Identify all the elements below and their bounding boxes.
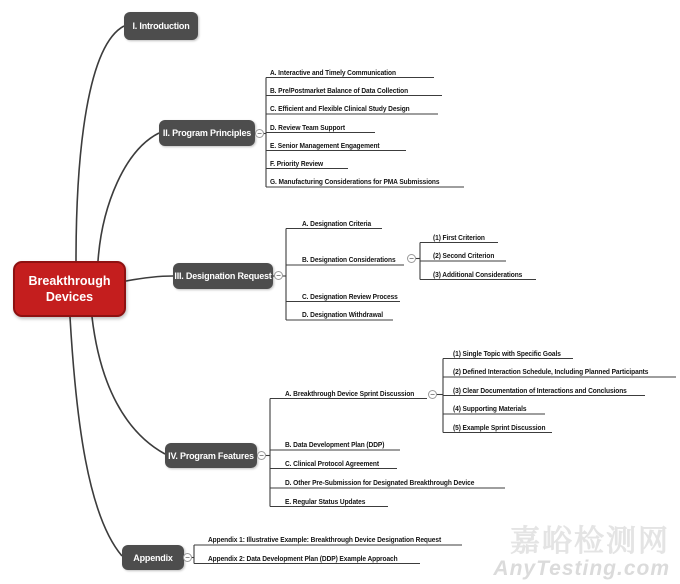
topic-appendix-1[interactable]: Appendix 1: Illustrative Example: Breakthrough Device Designation Request bbox=[208, 535, 442, 544]
branch-appendix[interactable]: Appendix bbox=[122, 545, 184, 570]
topic-manufacturing-pma[interactable]: G. Manufacturing Considerations for PMA Submissions bbox=[270, 177, 440, 186]
topic-edges bbox=[184, 78, 676, 564]
watermark-site-text: AnyTesting.com bbox=[493, 557, 670, 580]
edge-root-program-features bbox=[92, 317, 165, 454]
topic-clinical-study-design[interactable]: C. Efficient and Flexible Clinical Study Design bbox=[270, 104, 410, 113]
branch-program-features[interactable]: IV. Program Features bbox=[165, 443, 257, 468]
topic-designation-criteria[interactable]: A. Designation Criteria bbox=[302, 219, 372, 228]
topic-single-topic-goals[interactable]: (1) Single Topic with Specific Goals bbox=[453, 349, 561, 358]
topic-supporting-materials[interactable]: (4) Supporting Materials bbox=[453, 404, 527, 413]
topic-review-team-support[interactable]: D. Review Team Support bbox=[270, 123, 345, 132]
watermark-chinese-text: 嘉峪检测网 bbox=[510, 525, 670, 558]
branch-designation-request[interactable]: III. Designation Request bbox=[173, 263, 273, 289]
topic-designation-review-process[interactable]: C. Designation Review Process bbox=[302, 292, 398, 301]
root-topic-breakthrough-devices[interactable]: Breakthrough Devices bbox=[13, 261, 126, 317]
topic-interactive-communication[interactable]: A. Interactive and Timely Communication bbox=[270, 68, 396, 77]
collapse-icon[interactable]: − bbox=[257, 451, 266, 460]
topic-interaction-schedule[interactable]: (2) Defined Interaction Schedule, Including Planned Participants bbox=[453, 367, 649, 376]
topic-other-pre-submission[interactable]: D. Other Pre-Submission for Designated Breakthrough Device bbox=[285, 478, 475, 487]
collapse-icon[interactable]: − bbox=[407, 254, 416, 263]
topic-second-criterion[interactable]: (2) Second Criterion bbox=[433, 251, 495, 260]
edge-root-introduction bbox=[76, 26, 124, 261]
edge-root-designation-request bbox=[126, 276, 173, 281]
topic-sprint-discussion[interactable]: A. Breakthrough Device Sprint Discussion bbox=[285, 389, 415, 398]
topic-additional-considerations[interactable]: (3) Additional Considerations bbox=[433, 270, 523, 279]
topic-appendix-2[interactable]: Appendix 2: Data Development Plan (DDP) Example Approach bbox=[208, 554, 398, 563]
collapse-icon[interactable]: − bbox=[183, 553, 192, 562]
topic-regular-status-updates[interactable]: E. Regular Status Updates bbox=[285, 497, 366, 506]
topic-pre-postmarket-balance[interactable]: B. Pre/Postmarket Balance of Data Collection bbox=[270, 86, 409, 95]
collapse-icon[interactable]: − bbox=[255, 129, 264, 138]
topic-data-development-plan[interactable]: B. Data Development Plan (DDP) bbox=[285, 440, 385, 449]
topic-designation-withdrawal[interactable]: D. Designation Withdrawal bbox=[302, 310, 383, 319]
topic-priority-review[interactable]: F. Priority Review bbox=[270, 159, 324, 168]
topic-first-criterion[interactable]: (1) First Criterion bbox=[433, 233, 485, 242]
edge-root-program-principles bbox=[98, 133, 159, 261]
branch-introduction[interactable]: I. Introduction bbox=[124, 12, 198, 40]
topic-example-sprint-discussion[interactable]: (5) Example Sprint Discussion bbox=[453, 423, 546, 432]
topic-clear-documentation[interactable]: (3) Clear Documentation of Interactions and Conclusions bbox=[453, 386, 627, 395]
topic-clinical-protocol[interactable]: C. Clinical Protocol Agreement bbox=[285, 459, 379, 468]
branch-program-principles[interactable]: II. Program Principles bbox=[159, 120, 255, 146]
collapse-icon[interactable]: − bbox=[428, 390, 437, 399]
edge-root-appendix bbox=[70, 317, 122, 556]
collapse-icon[interactable]: − bbox=[274, 271, 283, 280]
topic-senior-management[interactable]: E. Senior Management Engagement bbox=[270, 141, 380, 150]
topic-designation-considerations[interactable]: B. Designation Considerations bbox=[302, 255, 396, 264]
